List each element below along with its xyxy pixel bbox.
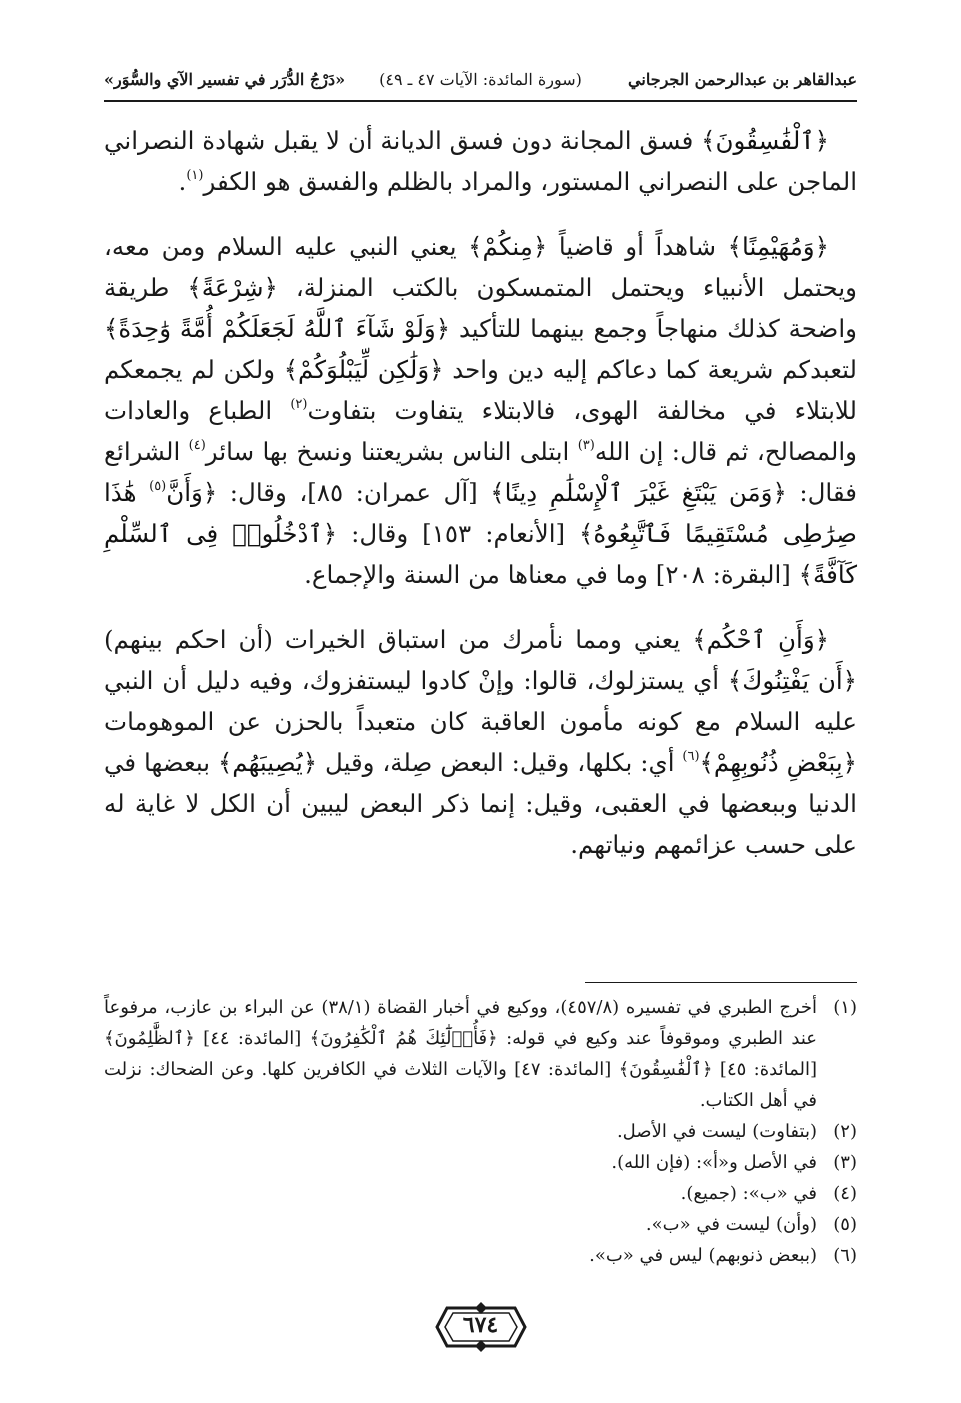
commentary-text: أي يستزلوك، قالوا: وإنْ كادوا ليستفزوك، وفيه دليل أن النبي عليه السلام مع كونه مأمون العاقبة كان متعبداً بالحزن عن الموهومات xyxy=(104,666,857,736)
footnote-number: (٤) xyxy=(833,1183,857,1204)
commentary-text: لتعبدكم شريعة كما دعاكم إليه دين واحد xyxy=(443,355,857,384)
footnote-ref-1[interactable]: (١) xyxy=(186,168,204,183)
footnote-3 xyxy=(104,1147,857,1178)
commentary-text: طريقة واضحة كذلك منهاجاً وجمع بينهما للتأكيد xyxy=(104,273,858,343)
quran-quote: ﴿أَن يَفْتِنُوكَ﴾ xyxy=(727,666,857,695)
commentary-text: ببعضها في الدنيا وببعضها في العقبى، وقيل: إنما ذكر البعض ليبين أن الكل لا غاية له على حسب عزائمهم ونياتهم. xyxy=(104,748,857,859)
commentary-text: وما في معناها من السنة والإجماع. xyxy=(304,560,656,589)
footnote-1 xyxy=(104,992,857,1116)
page-number: ٦٧٤ xyxy=(462,1312,499,1338)
commentary-text: ولكن لم يجمعكم للابتلاء في مخالفة الهوى، فالابتلاء يتفاوت بتفاوت xyxy=(104,355,858,425)
verse-reference: [آل عمران: ٨٥] xyxy=(307,478,491,507)
commentary-text: وقال: xyxy=(337,519,423,548)
footnotes xyxy=(104,992,857,1271)
paragraph-1 xyxy=(104,120,857,202)
footnote-text: (ببعض ذنوبهم) ليس في «ب». xyxy=(589,1245,817,1266)
quran-quote: هَٰذَا صِرَٰطِى مُسْتَقِيمًا فَٱتَّبِعُوهُ﴾ xyxy=(104,478,857,548)
footnote-ref-4[interactable]: (٤) xyxy=(188,438,206,453)
footnote-6 xyxy=(104,1240,857,1271)
quran-quote: ﴿بِبَعْضِ ذُنُوبِهِمْ﴾ xyxy=(699,748,857,777)
quran-quote: ﴿ٱلْفَٰسِقُونَ﴾ xyxy=(701,126,829,155)
footnote-ref-6[interactable]: (٦) xyxy=(682,749,700,764)
quran-quote: ﴿وَأَنَّ xyxy=(166,478,218,507)
footnote-text: أخرج الطبري في تفسيره (٤٥٧/٨)، ووكيع في أخبار القضاة (٣٨/١) عن البراء بن عازب، مرفوعاً عند الطبري وموقوفاً عند وكيع في قوله: ﴿فَأُو۟لَٰٓئِكَ هُمُ ٱلْكَٰفِرُونَ﴾ [المائدة: ٤٤] ﴿ٱلظَّٰلِمُونَ﴾ [المائدة: ٤٥] ﴿ٱلْفَٰسِقُونَ﴾ [المائدة: ٤٧] والآيات الثلاث في الكافرين كلها. وعن الضحاك: نزلت في أهل الكتاب. xyxy=(104,997,818,1111)
footnote-text: في «ب»: (جميع). xyxy=(680,1183,817,1204)
footnote-4 xyxy=(104,1178,857,1209)
footnote-number: (٣) xyxy=(833,1152,857,1173)
quran-quote: ﴿يُصِيبَهُم﴾ xyxy=(217,748,318,777)
main-text xyxy=(104,120,857,865)
footnote-text: (بتفاوت) ليست في الأصل. xyxy=(616,1121,817,1142)
footnote-number: (٥) xyxy=(833,1214,857,1235)
page-number-ornament xyxy=(433,1302,529,1352)
header-surah-verses: (سورة المائدة: الآيات ٤٧ ـ ٤٩) xyxy=(379,70,582,89)
footnote-ref-3[interactable]: (٣) xyxy=(577,438,595,453)
quran-quote: ﴿شِرْعَةً﴾ xyxy=(187,273,278,302)
footnote-number: (٢) xyxy=(833,1121,857,1142)
quran-quote: ﴿وَلَوْ شَآءَ ٱللَّهُ لَجَعَلَكُمْ أُمَّةً وَٰحِدَةً﴾ xyxy=(104,314,451,343)
quran-quote: ﴿مِنكُمْ﴾ xyxy=(468,232,548,261)
quran-quote: ﴿وَلَٰكِن لِّيَبْلُوَكُمْ﴾ xyxy=(283,355,444,384)
header-divider xyxy=(104,100,857,102)
verse-reference: [الأنعام: ١٥٣] xyxy=(422,519,580,548)
quran-quote: ﴿وَمُهَيْمِنًا﴾ xyxy=(727,232,829,261)
footnote-separator xyxy=(585,982,857,983)
commentary-text: أي: بكلها، وقيل: البعض صِلة، وقيل xyxy=(317,748,683,777)
commentary-text: . xyxy=(178,167,187,196)
footnote-5 xyxy=(104,1209,857,1240)
quran-quote: ﴿وَمَن يَبْتَغِ غَيْرَ ٱلْإِسْلَٰمِ دِينًا﴾ xyxy=(490,478,787,507)
commentary-text: فسق المجانة دون فسق الديانة أن لا يقبل شهادة النصراني الماجن على النصراني المستور، والمراد بالظلم والفسق هو الكفر xyxy=(104,126,857,196)
paragraph-3 xyxy=(104,619,857,865)
quran-quote: ﴿ٱدْخُلُوا۟ فِى ٱلسِّلْمِ كَآفَّةً﴾ xyxy=(104,519,857,589)
commentary-text: شاهداً أو قاضياً xyxy=(547,232,728,261)
footnote-number: (١) xyxy=(833,997,857,1018)
verse-reference: [البقرة: ٢٠٨] xyxy=(655,560,799,589)
footnote-ref-2[interactable]: (٢) xyxy=(290,397,308,412)
quran-quote: ﴿وَأَنِ ٱحْكُم﴾ xyxy=(692,625,830,654)
paragraph-2 xyxy=(104,226,857,595)
commentary-text: الشرائع فقال: xyxy=(104,437,858,507)
commentary-text: ، وقال: xyxy=(217,478,308,507)
commentary-text: الطباع والعادات والمصالح، ثم قال: إن الله xyxy=(104,396,857,466)
footnote-text: في الأصل و«أ»: (فإن الله). xyxy=(611,1152,817,1173)
running-header xyxy=(104,62,857,102)
footnote-text: (وأن) ليست في «ب». xyxy=(645,1214,817,1235)
commentary-text: يعني النبي عليه السلام ومن معه، ويحتمل الأنبياء ويحتمل المتمسكون بالكتب المنزلة، xyxy=(104,232,857,302)
commentary-text: ابتلى الناس بشريعتنا ونسخ بها سائر xyxy=(205,437,578,466)
commentary-text: يعني ومما نأمرك من استباق الخيرات (أن احكم بينهم) xyxy=(104,625,693,654)
footnote-2 xyxy=(104,1116,857,1147)
header-book-title: «دَرْجُ الدُّرَر في تفسير الآي والسُّوَر» xyxy=(104,70,346,89)
header-author: عبدالقاهر بن عبدالرحمن الجرجاني xyxy=(628,70,857,89)
footnote-number: (٦) xyxy=(833,1245,857,1266)
footnote-ref-5[interactable]: (٥) xyxy=(149,479,167,494)
